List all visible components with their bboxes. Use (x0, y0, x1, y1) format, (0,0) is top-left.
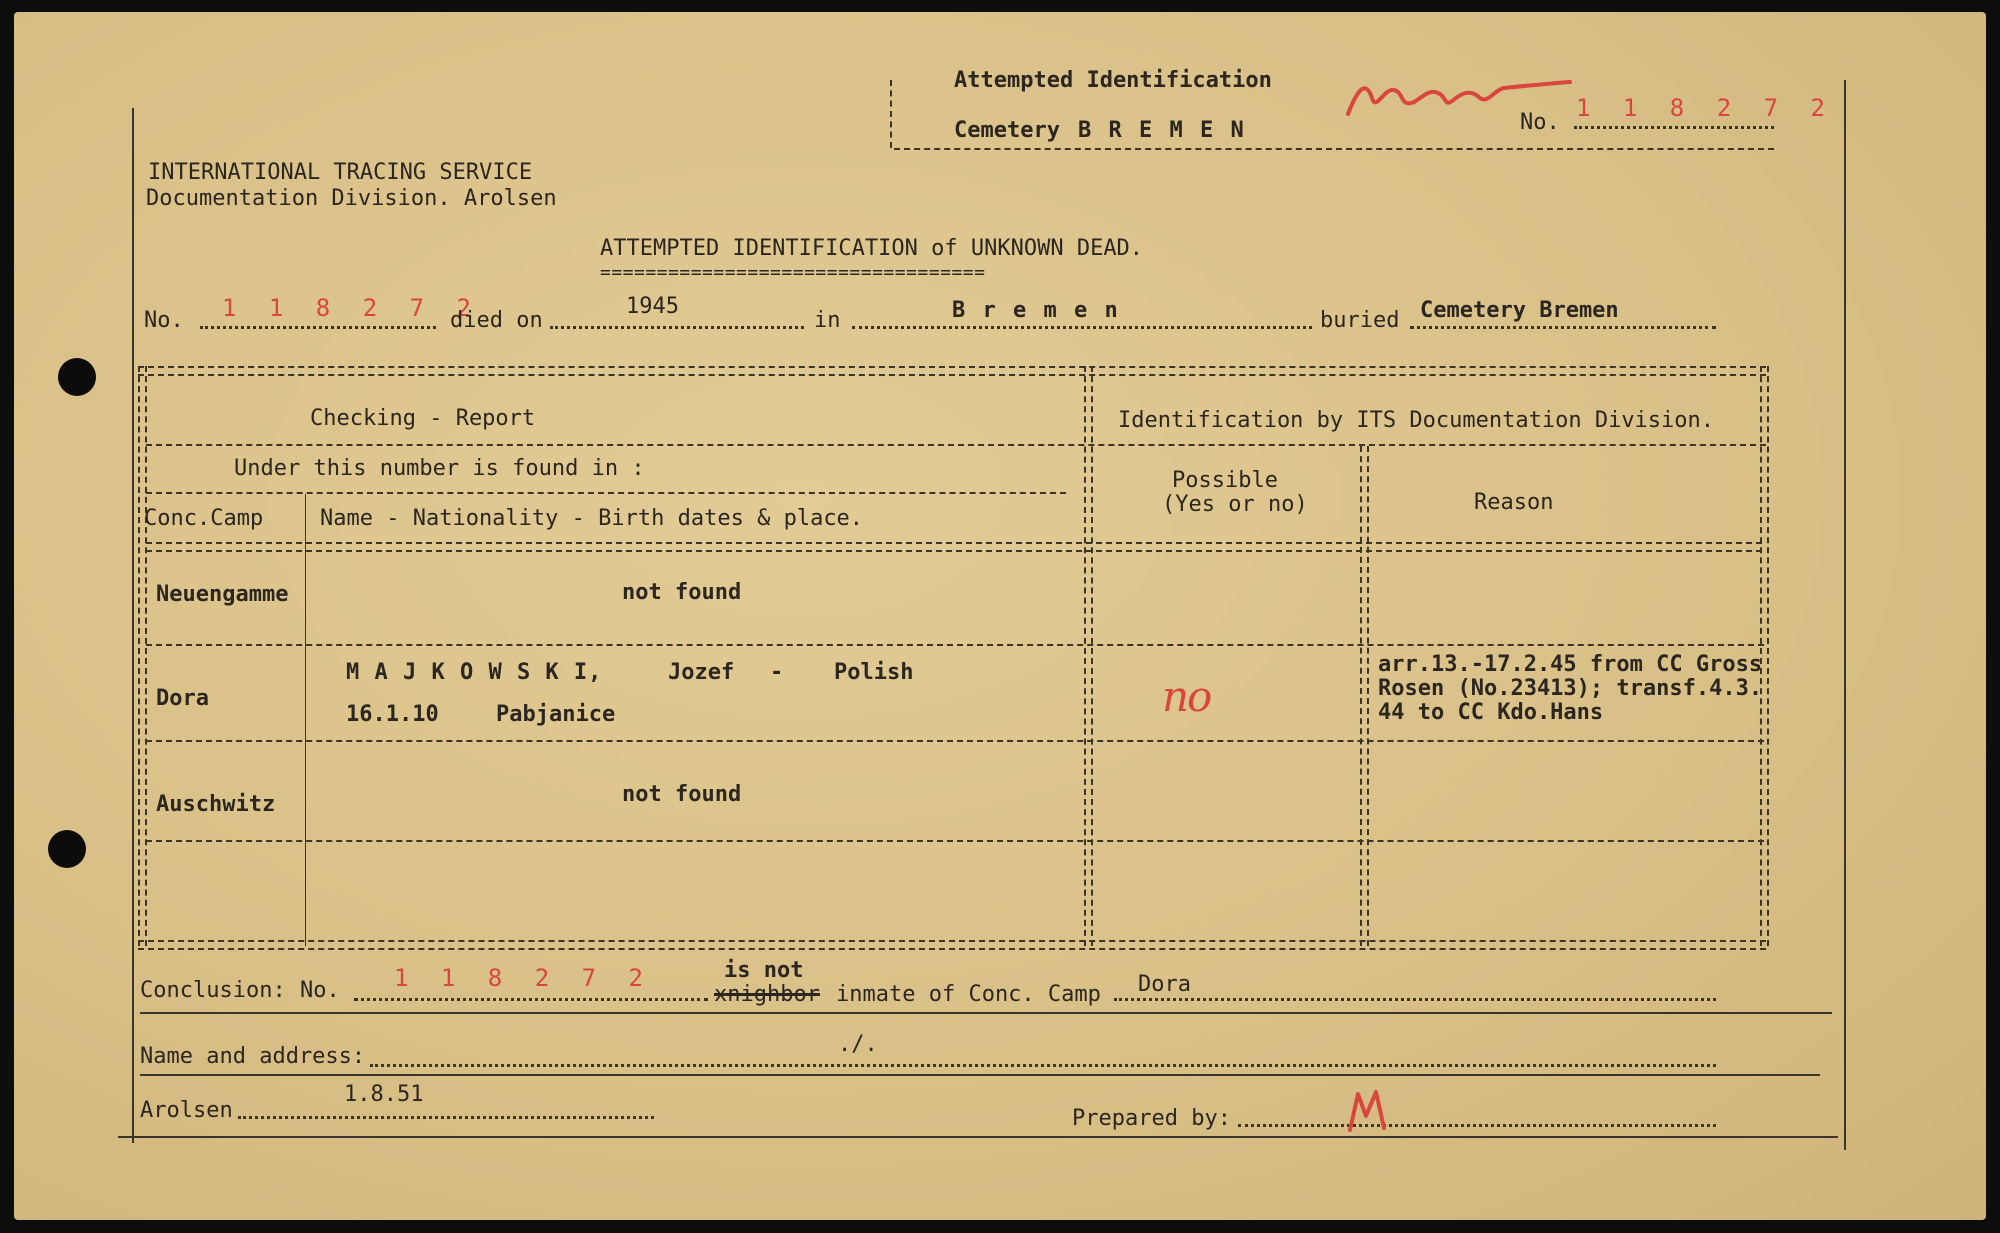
buried-label: buried (1320, 308, 1400, 333)
row-2-nationality: Polish (834, 660, 914, 685)
table-divider-possible (1360, 446, 1369, 946)
buried-value: Cemetery Bremen (1420, 298, 1619, 323)
table-left-border (138, 366, 147, 946)
info-no-label: No. (144, 308, 184, 333)
col-possible-header-2: (Yes or no) (1162, 492, 1308, 517)
name-address-dots (370, 1064, 1716, 1067)
row-2-reason-line3: 44 to CC Kdo.Hans (1378, 700, 1604, 725)
row-1-camp: Neuengamme (156, 582, 289, 607)
found-in-rule (146, 492, 1066, 494)
conclusion-inmate-text: inmate of Conc. Camp (836, 982, 1101, 1007)
row-1-name: not found (622, 580, 742, 605)
col-possible-header-1: Possible (1172, 468, 1278, 493)
found-in-label: Under this number is found in : (234, 456, 645, 481)
document-card (14, 12, 1986, 1220)
row-2-possible: no (1162, 672, 1211, 721)
red-signature-top (1344, 68, 1574, 128)
service-line-1: INTERNATIONAL TRACING SERVICE (148, 160, 533, 185)
table-header-rule (146, 444, 1766, 446)
conclusion-no-label: No. (300, 978, 340, 1003)
conclusion-is-not: is not (724, 958, 804, 983)
prepared-by-dots (1238, 1124, 1716, 1127)
cemetery-value: B R E M E N (1078, 118, 1246, 143)
row-3-bottom-rule (146, 840, 1764, 842)
row-2-bottom-rule (146, 740, 1764, 742)
conclusion-no-value: 1 1 8 2 7 2 (394, 964, 652, 992)
header-box-underline (894, 148, 1774, 150)
conclusion-no-dots (354, 998, 708, 1001)
header-no-value: 1 1 8 2 7 2 (1576, 94, 1834, 122)
main-title-underline: ================================== (600, 262, 986, 283)
name-address-rule (140, 1074, 1820, 1076)
column-header-rule (146, 542, 1762, 552)
red-initial-signature (1344, 1086, 1404, 1136)
cemetery-label: Cemetery (954, 118, 1060, 143)
row-2-firstname: Jozef (668, 660, 735, 685)
main-title: ATTEMPTED IDENTIFICATION of UNKNOWN DEAD. (600, 236, 1144, 261)
table-top-border (138, 366, 1766, 376)
row-2-dash: - (770, 660, 784, 685)
info-no-value: 1 1 8 2 7 2 (222, 294, 480, 322)
died-on-value: 1945 (626, 294, 679, 319)
prepared-by-label: Prepared by: (1072, 1106, 1231, 1131)
conclusion-camp-dots (1114, 998, 1716, 1001)
col-name-header: Name - Nationality - Birth dates & place. (320, 506, 864, 531)
in-dots (852, 326, 1312, 329)
checking-report-header: Checking - Report (310, 406, 536, 431)
punch-hole-bottom (48, 830, 86, 868)
row-3-name: not found (622, 782, 742, 807)
in-value: B r e m e n (952, 298, 1120, 323)
row-2-reason-line1: arr.13.-17.2.45 from CC Gross (1378, 652, 1763, 677)
conclusion-camp-value: Dora (1138, 972, 1191, 997)
col-reason-header: Reason (1474, 490, 1554, 515)
punch-hole-top (58, 358, 96, 396)
card-frame-left (132, 108, 134, 1143)
died-on-dots (550, 326, 804, 329)
conclusion-struck-word: xnighbor (714, 982, 820, 1007)
row-1-bottom-rule (146, 644, 1764, 646)
place-label: Arolsen (140, 1098, 233, 1123)
name-address-label: Name and address: (140, 1044, 366, 1069)
in-label: in (814, 308, 841, 333)
footer-bottom-rule (118, 1136, 1838, 1138)
header-no-label: No. (1520, 110, 1560, 135)
service-line-2: Documentation Division. Arolsen (146, 186, 557, 211)
row-2-birth-date: 16.1.10 (346, 702, 439, 727)
row-2-birth-place: Pabjanice (496, 702, 616, 727)
table-divider-camp (305, 494, 306, 946)
date-value: 1.8.51 (344, 1082, 424, 1107)
name-address-value: ./. (838, 1032, 878, 1057)
col-camp-header: Conc.Camp (144, 506, 264, 531)
info-no-dots (200, 326, 436, 329)
died-on-label: died on (450, 308, 543, 333)
row-2-surname: M A J K O W S K I, (346, 660, 603, 685)
table-divider-main (1084, 366, 1093, 946)
buried-dots (1410, 326, 1716, 329)
identification-header: Identification by ITS Documentation Division. (1118, 408, 1715, 433)
conclusion-rule (140, 1012, 1832, 1014)
header-no-dots (1574, 126, 1774, 129)
conclusion-label: Conclusion: (140, 978, 286, 1003)
row-3-camp: Auschwitz (156, 792, 276, 817)
card-frame-right (1844, 80, 1846, 1150)
attempted-identification-label: Attempted Identification (954, 68, 1272, 93)
table-bottom-border (138, 940, 1766, 950)
row-2-camp: Dora (156, 686, 209, 711)
row-2-reason-line2: Rosen (No.23413); transf.4.3. (1378, 676, 1763, 701)
header-box-divider (890, 80, 892, 148)
date-dots (238, 1116, 654, 1119)
